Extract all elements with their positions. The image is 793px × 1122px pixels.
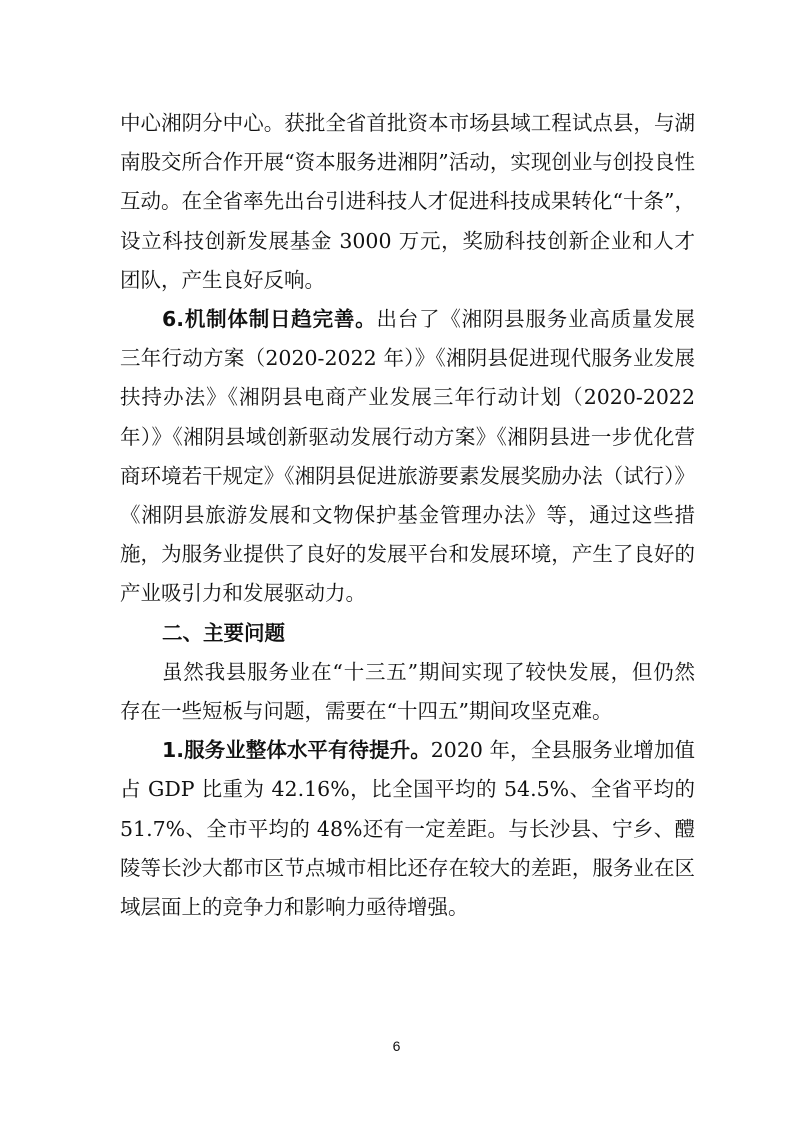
paragraph-text: 2020 年，全县服务业增加值占 GDP 比重为 42.16%，比全国平均的 54.5%、全省平均的 51.7%、全市平均的 48%还有一定差距。与长沙县、宁乡、醴陵等长沙大都市区节点城市相比还存在较大的差距，服务业在区域层面上的竞争力和影响力亟待增强。 bbox=[120, 738, 695, 920]
paragraph-text: 出台了《湘阴县服务业高质量发展三年行动方案（2020-2022 年）》《湘阴县促进现代服务业发展扶持办法》《湘阴县电商产业发展三年行动计划（2020-2022 年）》《湘阴县域创新驱动发展行动方案》《湘阴县进一步优化营商环境若干规定》《湘阴县促进旅游要素发展奖励办法（试行）》《湘阴县旅游发展和文物保护基金管理办法》等，通过这些措施，为服务业提供了良好的发展平台和发展环境，产生了良好的产业吸引力和发展驱动力。 bbox=[120, 307, 695, 606]
body-text bbox=[120, 104, 695, 927]
paragraph-lead: 1.服务业整体水平有待提升。 bbox=[162, 738, 431, 763]
page-number: 6 bbox=[392, 1038, 401, 1054]
paragraph-mechanism bbox=[120, 300, 695, 614]
paragraph-continuation bbox=[120, 104, 695, 300]
paragraph-lead: 6.机制体制日趋完善。 bbox=[162, 307, 377, 332]
paragraph-text: 虽然我县服务业在“十三五”期间实现了较快发展，但仍然存在一些短板与问题，需要在“十四五”期间攻坚克难。 bbox=[120, 659, 695, 724]
paragraph-text: 中心湘阴分中心。获批全省首批资本市场县域工程试点县，与湖南股交所合作开展“资本服务进湘阴”活动，实现创业与创投良性互动。在全省率先出台引进科技人才促进科技成果转化“十条”，设立科技创新发展基金 3000 万元，奖励科技创新企业和人才团队，产生良好反响。 bbox=[120, 111, 695, 292]
section-heading: 二、主要问题 bbox=[162, 620, 285, 645]
paragraph-intro bbox=[120, 653, 695, 731]
paragraph-level bbox=[120, 731, 695, 927]
